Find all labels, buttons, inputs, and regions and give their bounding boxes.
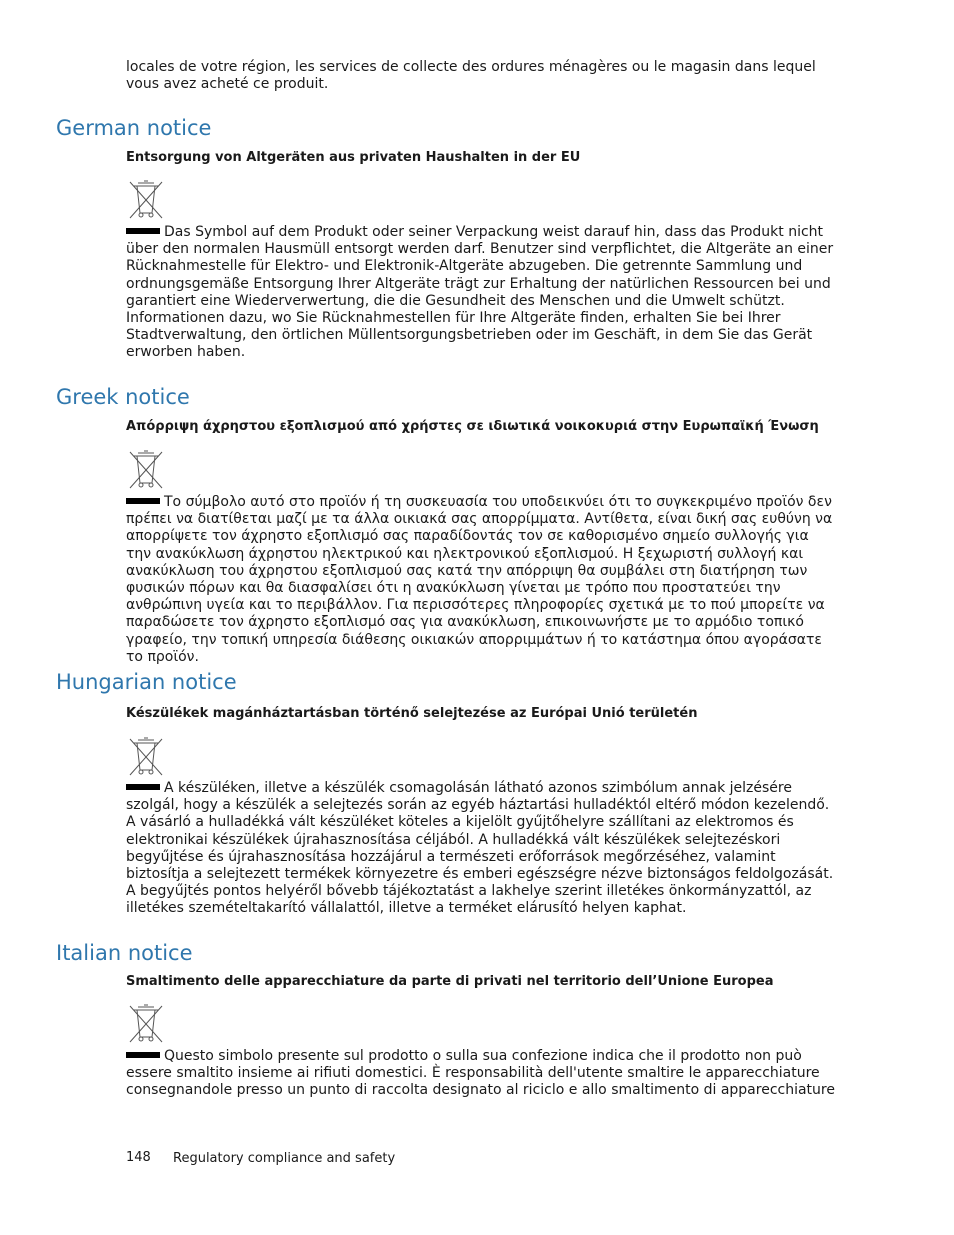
page-number: 148 <box>126 1150 151 1165</box>
german-notice-subheading: Entsorgung von Altgeräten aus privaten Haushalten in der EU <box>126 150 581 165</box>
greek-notice-body-text: Το σύμβολο αυτό στο προϊόν ή τη συσκευασία του υποδεικνύει ότι το συγκεκριμένο προϊόν δεν πρέπει να διατίθεται μαζί με τα άλλα οικιακά σας απορρίμματα. Αντίθετα, είναι δική σας ευθύνη να απορρίψετε τον άχρηστο εξοπλισμό σας παραδίδοντάς τον σε καθορισμένο σημείο συλλογής για την ανακύκλωση άχρηστου ηλεκτρικού και ηλεκτρονικού εξοπλισμού. Η ξεχωριστή συλλογή και ανακύκλωση του άχρηστου εξοπλισμού σας κατά την απόρριψη θα συμβάλει στη διατήρηση των φυσικών πόρων και θα διασφαλίσει ότι η ανακύκλωση γίνεται με τρόπο που προστατεύει την ανθρώπινη υγεία και το περιβάλλον. Για περισσότερες πληροφορίες σχετικά με το πού μπορείτε να παραδώσετε τον άχρηστο εξοπλισμό σας για ανακύκλωση, επικοινωνήστε με το αρμόδιο τοπικό γραφείο, την τοπική υπηρεσία διάθεσης οικιακών απορριμμάτων ή το κατάστημα όπου αγοράσατε το προϊόν. <box>126 494 833 665</box>
german-notice-body-text: Das Symbol auf dem Produkt oder seiner Verpackung weist darauf hin, dass das Produkt nicht über den normalen Hausmüll entsorgt werden darf. Benutzer sind verpflichtet, die Altgeräte an einer Rücknahmestelle für Elektro- und Elektronik-Altgeräte abzugeben. Die getrennte Sammlung und ordnungsgemäße Entsorgung Ihrer Altgeräte trägt zur Erhaltung der natürlichen Ressourcen bei und garantiert eine Wiederverwertung, die die Gesundheit des Menschen und die Umwelt schützt. Informationen dazu, wo Sie Rücknahmestellen für Ihre Altgeräte finden, erhalten Sie bei Ihrer Stadtverwaltung, den örtlichen Müllentsorgungsbetrieben oder im Geschäft, in dem Sie das Gerät erworben haben. <box>126 224 834 361</box>
crossed-out-wheelie-bin-icon <box>128 450 164 490</box>
weee-bar-marker <box>126 498 160 504</box>
greek-notice-subheading: Απόρριψη άχρηστου εξοπλισμού από χρήστες σε ιδιωτικά νοικοκυριά στην Ευρωπαϊκή Ένωση <box>126 419 819 434</box>
hungarian-notice-body-text: A készüléken, illetve a készülék csomagolásán látható azonos szimbólum annak jelzésére szolgál, hogy a készülék a selejtezés során az egyéb háztartási hulladéktól eltérő módon kezelendő. A vásárló a hulladékká vált készüléket köteles a kijelölt gyűjtőhelyre szállítani az elektromos és elektronikai készülékek újrahasznosítása céljából. A hulladékká vált készülékek selejtezéskori begyűjtése és újrahasznosítása hozzájárul a természeti erőforrások megőrzéséhez, valamint biztosítja a selejtezett termékek környezetre és emberi egészségre nézve biztonságos feldolgozását. A begyűjtés pontos helyéről bővebb tájékoztatást a lakhelye szerint illetékes önkormányzattól, az illetékes szemételtakarító vállalattól, illetve a terméket elárusító helyen kaphat. <box>126 780 834 917</box>
crossed-out-wheelie-bin-icon <box>128 1004 164 1044</box>
italian-notice-body-text: Questo simbolo presente sul prodotto o sulla sua confezione indica che il prodotto non può essere smaltito insieme ai rifiuti domestici. È responsabilità dell'utente smaltire le apparecchiature consegnandole presso un punto di raccolta designato al riciclo e allo smaltimento di apparecchiature <box>126 1048 835 1099</box>
intro-paragraph: locales de votre région, les services de collecte des ordures ménagères ou le magasin dans lequel vous avez acheté ce produit. <box>126 59 816 93</box>
weee-bar-marker <box>126 1052 160 1058</box>
weee-bar-marker <box>126 228 160 234</box>
hungarian-notice-subheading: Készülékek magánháztartásban történő selejtezése az Európai Unió területén <box>126 706 698 721</box>
italian-notice-heading: Italian notice <box>56 941 193 965</box>
greek-notice-heading: Greek notice <box>56 385 190 409</box>
hungarian-notice-body <box>126 780 838 918</box>
footer-title: Regulatory compliance and safety <box>173 1151 396 1166</box>
italian-notice-body <box>126 1048 838 1100</box>
hungarian-notice-heading: Hungarian notice <box>56 670 237 694</box>
greek-notice-body <box>126 494 838 666</box>
weee-bar-marker <box>126 784 160 790</box>
italian-notice-subheading: Smaltimento delle apparecchiature da parte di privati nel territorio dell’Unione Europea <box>126 974 774 989</box>
german-notice-body <box>126 224 838 362</box>
german-notice-heading: German notice <box>56 116 212 140</box>
crossed-out-wheelie-bin-icon <box>128 737 164 777</box>
crossed-out-wheelie-bin-icon <box>128 180 164 220</box>
